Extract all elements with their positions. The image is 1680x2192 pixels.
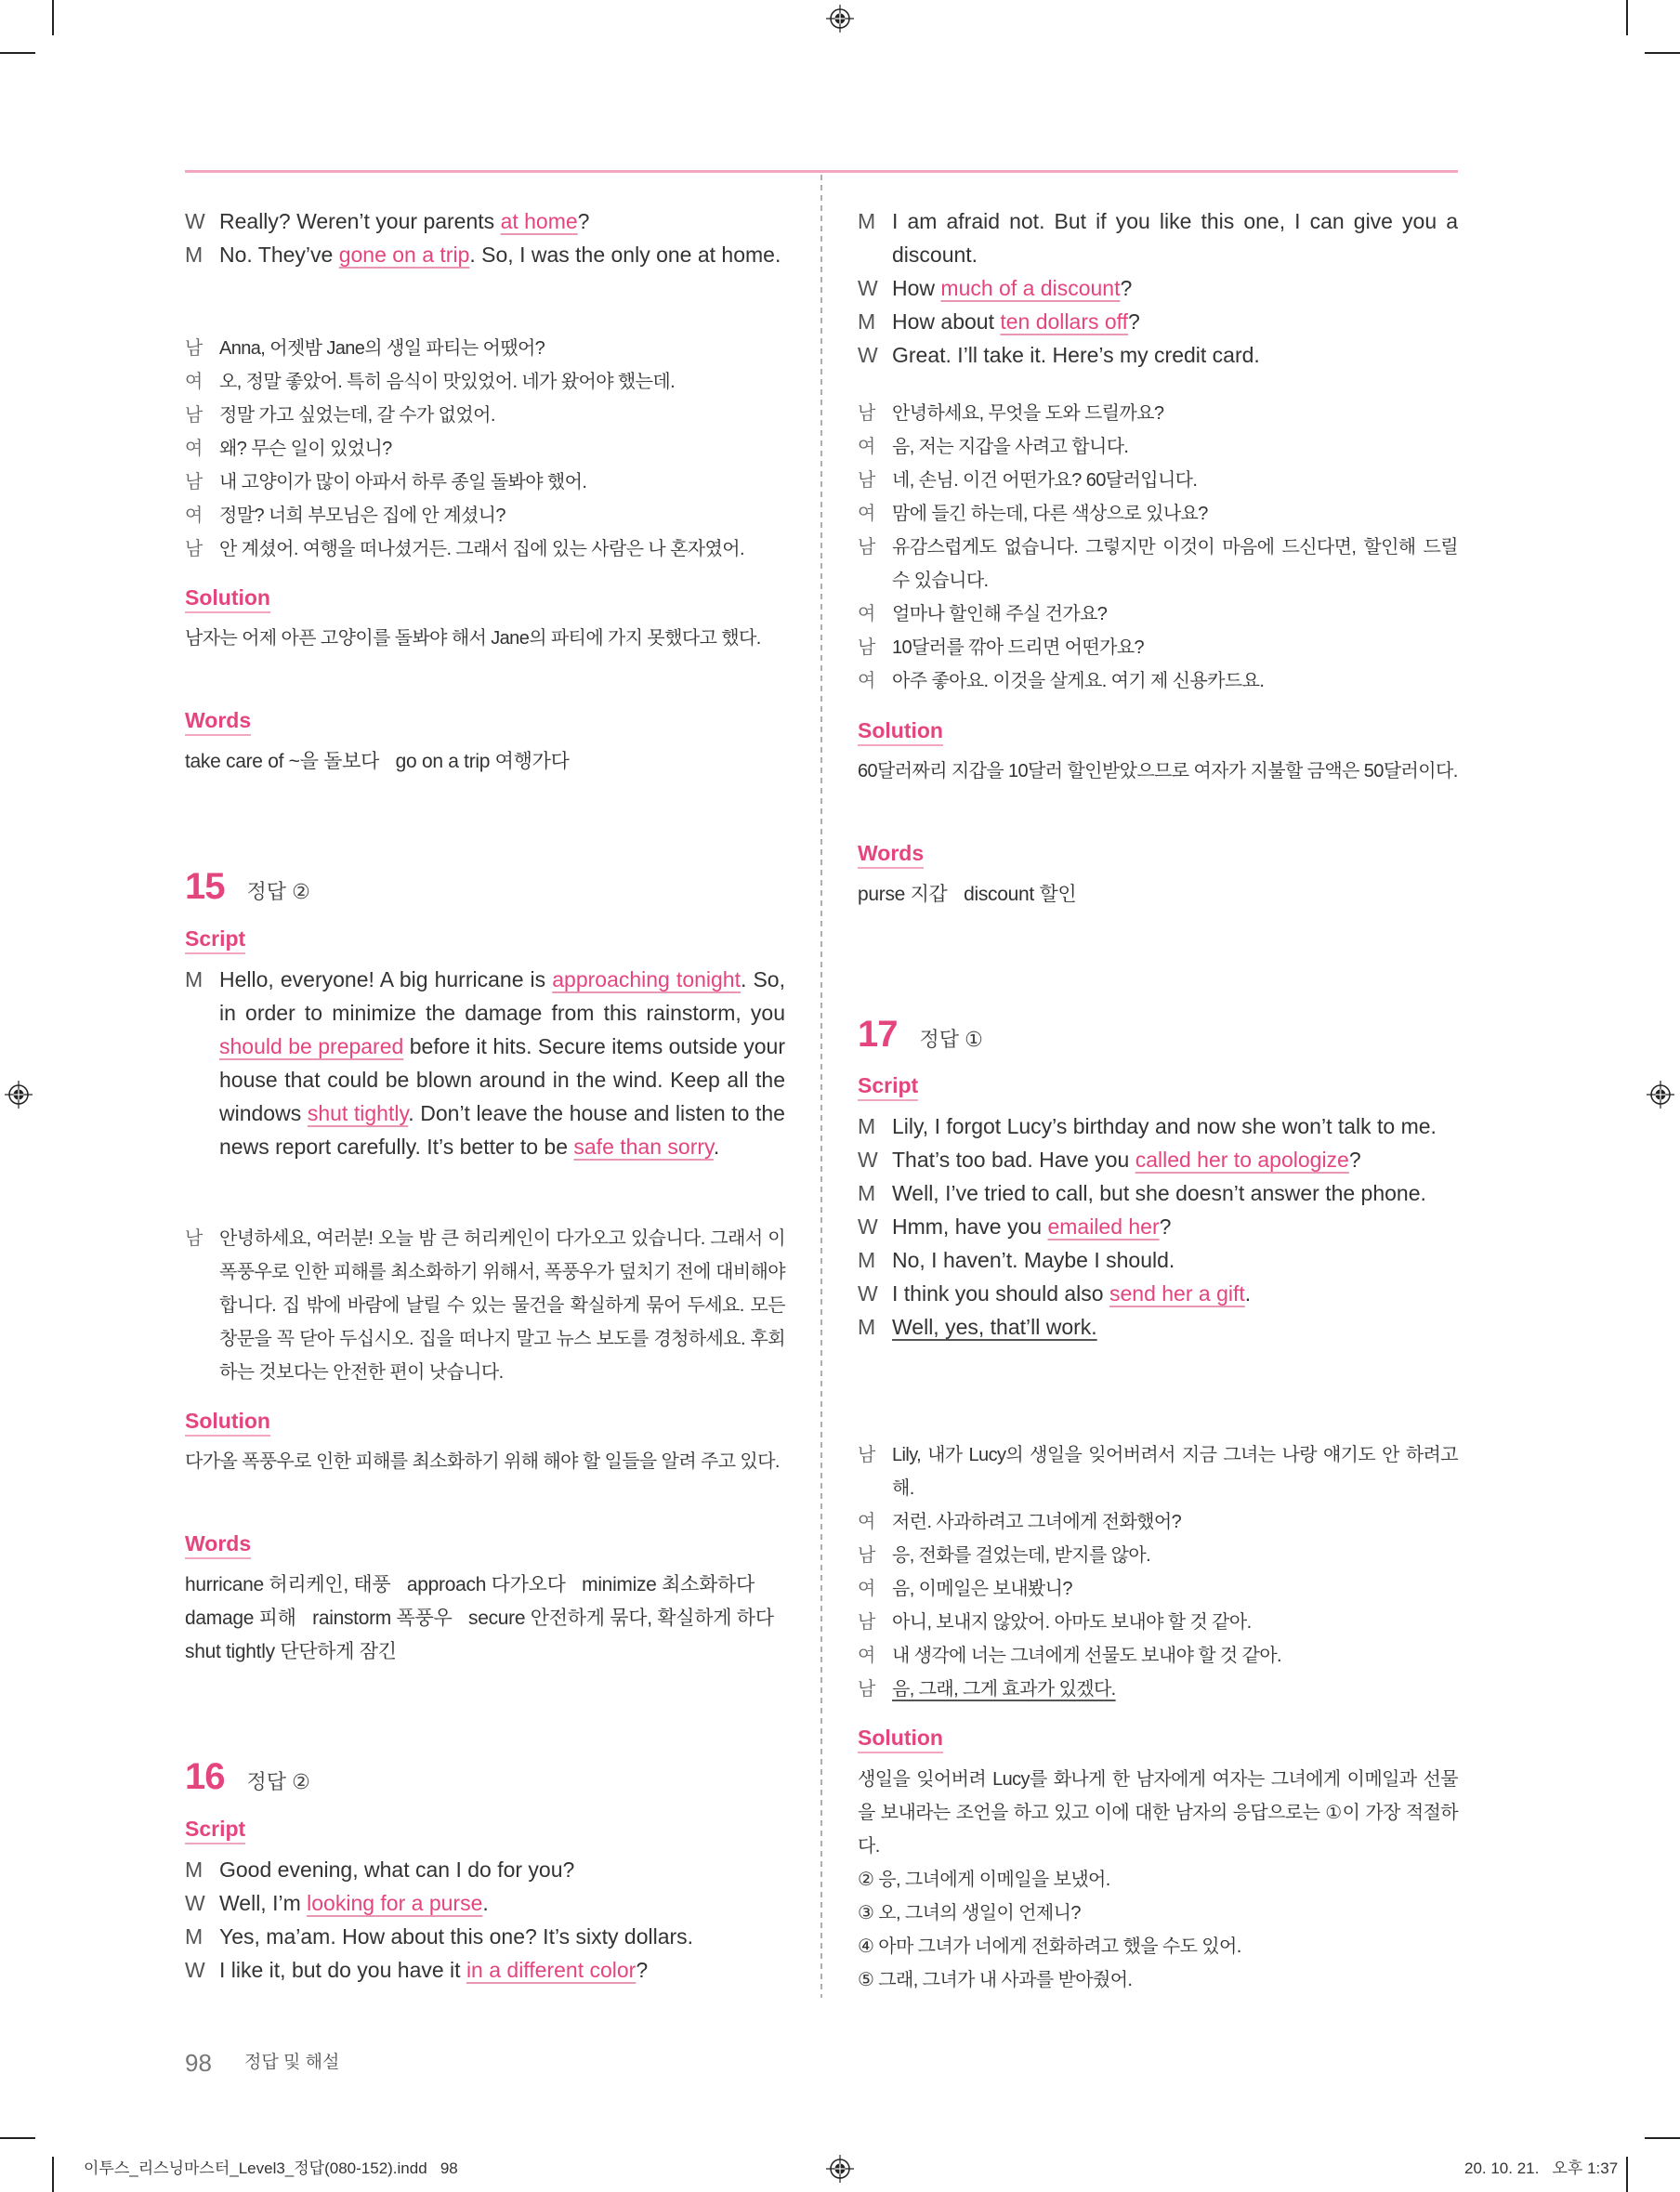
- speaker-label: W: [858, 1214, 878, 1239]
- q15-solution-heading: [185, 1408, 785, 1437]
- dialogue-line: [858, 1109, 1458, 1143]
- line-text: [219, 1958, 648, 1982]
- q17-solution-heading: [858, 1725, 1458, 1753]
- key-phrase: approaching tonight: [552, 967, 741, 991]
- text-segment: . Don’t leave the house and listen to the news report carefully. It’s better to be: [219, 1101, 785, 1159]
- speaker-label: M: [858, 1315, 876, 1339]
- text-segment: That’s too bad. Have you: [892, 1148, 1135, 1172]
- line-text: 정말? 너희 부모님은 집에 안 계셨니?: [219, 505, 505, 526]
- translation-line: [858, 631, 1458, 664]
- text-segment: ?: [577, 209, 590, 233]
- q17-choices: [858, 1863, 1458, 1997]
- line-text: [219, 1857, 574, 1882]
- text-segment: . So, in order to minimize the damage from this rainstorm, you: [219, 967, 785, 1025]
- text-segment: No. They’ve: [219, 243, 339, 267]
- text-segment: How: [892, 276, 941, 300]
- speaker-label: W: [858, 1281, 878, 1306]
- choice-line: ④ 아마 그녀가 너에게 전화하려고 했을 수도 있어.: [858, 1936, 1241, 1957]
- translation-line: [185, 466, 785, 499]
- speaker-label: 남: [858, 1445, 875, 1465]
- q16-header: [185, 1752, 785, 1801]
- line-text: [892, 276, 1132, 300]
- key-phrase: much of a discount: [940, 276, 1121, 300]
- speaker-label: 여: [858, 604, 875, 624]
- q15-script-heading: [185, 925, 785, 954]
- speaker-label: M: [858, 1181, 876, 1205]
- line-text: [892, 1148, 1361, 1172]
- q17-solution-text: 생일을 잊어버려 Lucy를 화나게 한 남자에게 여자는 그녀에게 이메일과 선물을 보내라는 조언을 하고 있고 이에 대한 남자의 응답으로는 ①이 가장 적절하다.: [858, 1769, 1458, 1857]
- q14-translation: [185, 332, 785, 566]
- line-text: [892, 343, 1260, 367]
- text-segment: Hello, everyone! A big hurricane is: [219, 967, 553, 991]
- question-number: 17: [858, 1014, 898, 1055]
- translation-line: [858, 1505, 1458, 1539]
- text-segment: Hmm, have you: [892, 1214, 1048, 1239]
- key-phrase: at home: [500, 209, 578, 233]
- q16-solution-heading: [858, 717, 1458, 746]
- dialogue-line: [858, 1243, 1458, 1277]
- section-title: 정답 및 해설: [244, 2053, 340, 2072]
- line-text: 안녕하세요, 무엇을 도와 드릴까요?: [892, 403, 1164, 424]
- translation-line: [858, 1606, 1458, 1639]
- choice-line: ② 응, 그녀에게 이메일을 보냈어.: [858, 1870, 1110, 1890]
- text-segment: How about: [892, 309, 1001, 334]
- key-phrase: should be prepared: [219, 1034, 404, 1058]
- word-entry: discount 할인: [964, 884, 1077, 905]
- translation-line: [185, 532, 785, 566]
- word-entry: secure 안전하게 묶다, 확실하게 하다: [468, 1608, 774, 1629]
- text-segment: Lily, I forgot Lucy’s birthday and now she won’t talk to me.: [892, 1114, 1437, 1138]
- line-text: 저런. 사과하려고 그녀에게 전화했어?: [892, 1512, 1182, 1532]
- speaker-label: 남: [185, 539, 203, 559]
- crop-mark: [1645, 52, 1680, 54]
- q16-words-heading: [858, 840, 1458, 869]
- speaker-label: 남: [858, 1679, 875, 1700]
- text-segment: No, I haven’t. Maybe I should.: [892, 1248, 1175, 1272]
- solution-label: Solution: [185, 1408, 270, 1437]
- question-number: 15: [185, 866, 225, 907]
- q15-words-heading: [185, 1530, 785, 1559]
- text-segment: ?: [636, 1958, 649, 1982]
- dialogue-line: [185, 1853, 785, 1886]
- speaker-label: M: [858, 1114, 876, 1138]
- speaker-label: 여: [185, 439, 203, 459]
- speaker-label: 여: [185, 505, 203, 526]
- solution-label: Solution: [858, 1725, 943, 1753]
- q17-translation: [858, 1438, 1458, 1706]
- line-text: 유감스럽게도 없습니다. 그렇지만 이것이 마음에 드신다면, 할인해 드릴 수 있습니다.: [892, 537, 1458, 591]
- dialogue-line: [185, 238, 785, 271]
- script-label: Script: [858, 1072, 918, 1101]
- answer-label: 정답 ②: [246, 880, 310, 903]
- key-phrase: shut tightly: [307, 1101, 409, 1125]
- q15-translation: [185, 1222, 785, 1389]
- dialogue-line: [858, 271, 1458, 305]
- translation-line: [858, 397, 1458, 430]
- line-text: 음, 저는 지갑을 사려고 합니다.: [892, 437, 1129, 457]
- translation-line: [185, 1222, 785, 1389]
- text-segment: .: [1244, 1281, 1252, 1306]
- registration-mark-icon: [826, 5, 854, 33]
- speaker-label: 여: [858, 1512, 875, 1532]
- line-text: 맘에 들긴 하는데, 다른 색상으로 있나요?: [892, 504, 1208, 524]
- text-segment: Well, I’ve tried to call, but she doesn’t answer the phone.: [892, 1181, 1426, 1205]
- q16-translation: [858, 397, 1458, 698]
- script-label: Script: [185, 925, 245, 954]
- text-segment: I think you should also: [892, 1281, 1109, 1306]
- header-rule: [185, 170, 1458, 173]
- translation-line: [858, 1438, 1458, 1505]
- line-text: [892, 309, 1140, 334]
- dialogue-line: [185, 1920, 785, 1953]
- text-segment: . So, I was the only one at home.: [469, 243, 781, 267]
- slug-timestamp: 20. 10. 21. 오후 1:37: [1464, 2159, 1619, 2177]
- q14-solution-heading: [185, 584, 785, 613]
- q17-solution-block: [858, 1763, 1458, 1997]
- speaker-label: 남: [858, 1545, 875, 1566]
- speaker-label: 여: [858, 1579, 875, 1599]
- crop-mark: [0, 2137, 35, 2139]
- dialogue-line: [858, 1176, 1458, 1210]
- text-segment: Great. I’ll take it. Here’s my credit card.: [892, 343, 1260, 367]
- q17-script: [858, 1109, 1458, 1344]
- translation-line: [858, 531, 1458, 597]
- answer-label: 정답 ②: [246, 1770, 310, 1793]
- answer-label: 정답 ①: [919, 1028, 983, 1051]
- text-segment: ?: [1348, 1148, 1361, 1172]
- slug-file-name: 이투스_리스닝마스터_Level3_정답(080-152).indd 98: [84, 2159, 458, 2177]
- line-text: [892, 1181, 1426, 1205]
- words-label: Words: [185, 707, 251, 736]
- speaker-label: W: [185, 1958, 205, 1982]
- registration-mark-icon: [5, 1081, 33, 1109]
- text-segment: Well, yes, that’ll work.: [892, 1315, 1097, 1339]
- line-text: [892, 1281, 1251, 1306]
- dialogue-line: [185, 963, 785, 1163]
- speaker-label: M: [185, 243, 203, 267]
- speaker-label: W: [858, 1148, 878, 1172]
- translation-line: [185, 432, 785, 466]
- crop-mark: [52, 0, 54, 35]
- line-text: Anna, 어젯밤 Jane의 생일 파티는 어땠어?: [219, 338, 545, 359]
- q14-script: [185, 204, 785, 271]
- translation-line: [858, 1539, 1458, 1572]
- dialogue-line: [185, 1886, 785, 1920]
- dialogue-line: [858, 1210, 1458, 1243]
- line-text: [219, 243, 781, 267]
- q16-script-part2: [858, 204, 1458, 372]
- translation-line: [858, 464, 1458, 497]
- solution-label: Solution: [185, 584, 270, 613]
- q14-words: [185, 745, 785, 779]
- words-label: Words: [185, 1530, 251, 1559]
- speaker-label: M: [858, 209, 876, 233]
- choice-line: ⑤ 그래, 그녀가 내 사과를 받아줬어.: [858, 1970, 1133, 1990]
- text-segment: Well, I’m: [219, 1891, 308, 1915]
- crop-mark: [52, 2157, 54, 2192]
- q15-header: [185, 862, 785, 911]
- line-text: [219, 967, 785, 1159]
- q16-script-part1: [185, 1853, 785, 1987]
- translation-line: [185, 399, 785, 432]
- key-phrase: called her to apologize: [1135, 1148, 1349, 1172]
- line-text: [892, 1214, 1171, 1239]
- translation-line: [858, 1673, 1458, 1706]
- speaker-label: M: [185, 1857, 203, 1882]
- q15-words: [185, 1569, 785, 1669]
- line-text: 안녕하세요, 여러분! 오늘 밤 큰 허리케인이 다가오고 있습니다. 그래서 이 폭풍우로 인한 피해를 최소화하기 위해서, 폭풍우가 덮치기 전에 대비해야 합니다. 집 밖에 바람에 날릴 수 있는 물건을 확실하게 묶어 두세요. 모든 창문을 꼭 닫아 두십시오. 집을 떠나지 말고 뉴스 보도를 경청하세요. 후회하는 것보다는 안전한 편이 낫습니다.: [219, 1228, 785, 1383]
- line-text: Lily, 내가 Lucy의 생일을 잊어버려서 지금 그녀는 나랑 얘기도 안 하려고 해.: [892, 1445, 1458, 1499]
- text-segment: ?: [1128, 309, 1140, 334]
- speaker-label: 남: [858, 1612, 875, 1633]
- speaker-label: M: [858, 1248, 876, 1272]
- question-number: 16: [185, 1756, 225, 1797]
- q14-solution-text: 남자는 어제 아픈 고양이를 돌봐야 해서 Jane의 파티에 가지 못했다고 했다.: [185, 628, 761, 649]
- word-entry: purse 지갑: [858, 884, 948, 905]
- speaker-label: M: [185, 1924, 203, 1949]
- text-segment: I am afraid not. But if you like this one, I can give you a discount.: [892, 209, 1458, 267]
- translation-line: [858, 497, 1458, 531]
- word-entry: approach 다가오다: [406, 1574, 566, 1595]
- q16-solution-text: 60달러짜리 지갑을 10달러 할인받았으므로 여자가 지불할 금액은 50달러이다.: [858, 761, 1458, 781]
- choice-line: ③ 오, 그녀의 생일이 언제니?: [858, 1903, 1081, 1923]
- translation-line: [858, 597, 1458, 631]
- line-text: 왜? 무슨 일이 있었니?: [219, 439, 392, 459]
- word-entry: shut tightly 단단하게 잠긴: [185, 1641, 397, 1662]
- line-text: 10달러를 깎아 드리면 어떤가요?: [892, 637, 1145, 658]
- text-segment: ?: [1120, 276, 1133, 300]
- dialogue-line: [858, 1310, 1458, 1344]
- translation-line: [858, 1572, 1458, 1606]
- dialogue-line: [858, 305, 1458, 338]
- line-text: [892, 1248, 1175, 1272]
- registration-mark-icon: [826, 2155, 854, 2183]
- speaker-label: 남: [858, 637, 875, 658]
- line-text: 안 계셨어. 여행을 떠나셨거든. 그래서 집에 있는 사람은 나 혼자였어.: [219, 539, 744, 559]
- q14-words-heading: [185, 707, 785, 736]
- registration-mark-icon: [1647, 1081, 1674, 1109]
- speaker-label: 남: [858, 537, 875, 558]
- solution-label: Solution: [858, 717, 943, 746]
- script-label: Script: [185, 1816, 245, 1844]
- speaker-label: 남: [185, 338, 203, 359]
- speaker-label: 남: [185, 405, 203, 426]
- line-text: [892, 1114, 1437, 1138]
- key-phrase: in a different color: [466, 1958, 637, 1982]
- dialogue-line: [185, 204, 785, 238]
- column-divider: [820, 175, 823, 1998]
- q17-header: [858, 1010, 1458, 1058]
- line-text: 오, 정말 좋았어. 특히 음식이 맛있었어. 네가 왔어야 했는데.: [219, 372, 676, 392]
- speaker-label: 여: [858, 1646, 875, 1666]
- line-text: 음, 이메일은 보내봤니?: [892, 1579, 1072, 1599]
- line-text: [219, 1891, 489, 1915]
- dialogue-line: [858, 338, 1458, 372]
- translation-line: [858, 1639, 1458, 1673]
- text-segment: before it hits. Secure items outside your house that could be blown around in the wind. Keep all the windows: [219, 1034, 785, 1125]
- q15-script: [185, 963, 785, 1163]
- key-phrase: safe than sorry: [573, 1135, 714, 1159]
- key-phrase: emailed her: [1047, 1214, 1160, 1239]
- line-text: 내 고양이가 많이 아파서 하루 종일 돌봐야 했어.: [219, 472, 587, 492]
- words-label: Words: [858, 840, 924, 869]
- speaker-label: 여: [858, 504, 875, 524]
- line-text: 정말 가고 싶었는데, 갈 수가 없었어.: [219, 405, 495, 426]
- speaker-label: 남: [185, 472, 203, 492]
- text-segment: Yes, ma’am. How about this one? It’s sixty dollars.: [219, 1924, 694, 1949]
- dialogue-line: [185, 1953, 785, 1987]
- text-segment: Really? Weren’t your parents: [219, 209, 501, 233]
- key-phrase: looking for a purse: [307, 1891, 483, 1915]
- speaker-label: M: [858, 309, 876, 334]
- text-segment: .: [713, 1135, 720, 1159]
- word-entry: minimize 최소화하다: [582, 1574, 755, 1595]
- line-text: 아주 좋아요. 이것을 살게요. 여기 제 신용카드요.: [892, 671, 1265, 691]
- speaker-label: W: [185, 1891, 205, 1915]
- line-text: 음, 그래, 그게 효과가 있겠다.: [892, 1679, 1116, 1700]
- speaker-label: W: [185, 209, 205, 233]
- text-segment: I like it, but do you have it: [219, 1958, 466, 1982]
- q16-words: [858, 878, 1458, 912]
- translation-line: [185, 365, 785, 399]
- dialogue-line: [858, 1143, 1458, 1176]
- translation-line: [185, 499, 785, 532]
- key-phrase: ten dollars off: [1000, 309, 1129, 334]
- line-text: [892, 1315, 1097, 1339]
- word-entry: take care of ~을 돌보다: [185, 751, 380, 772]
- text-segment: ?: [1159, 1214, 1172, 1239]
- q15-solution-text: 다가올 폭풍우로 인한 피해를 최소화하기 위해 해야 할 일들을 알려 주고 있다.: [185, 1451, 780, 1472]
- line-text: 네, 손님. 이건 어떤가요? 60달러입니다.: [892, 470, 1198, 491]
- speaker-label: 여: [185, 372, 203, 392]
- page-number: 98: [185, 2049, 212, 2077]
- word-entry: go on a trip 여행가다: [395, 751, 570, 772]
- speaker-label: 여: [858, 437, 875, 457]
- word-entry: damage 피해: [185, 1608, 296, 1629]
- line-text: 응, 전화를 걸었는데, 받지를 않아.: [892, 1545, 1151, 1566]
- text-segment: .: [482, 1891, 489, 1915]
- speaker-label: 여: [858, 671, 875, 691]
- translation-line: [858, 664, 1458, 698]
- text-segment: Good evening, what can I do for you?: [219, 1857, 575, 1882]
- translation-line: [185, 332, 785, 365]
- speaker-label: 남: [858, 403, 875, 424]
- line-text: [219, 1924, 693, 1949]
- q17-script-heading: [858, 1072, 1458, 1101]
- line-text: 얼마나 할인해 주실 건가요?: [892, 604, 1108, 624]
- q16-script-heading: [185, 1816, 785, 1844]
- speaker-label: 남: [858, 470, 875, 491]
- crop-mark: [1626, 0, 1628, 35]
- word-entry: rainstorm 폭풍우: [312, 1608, 453, 1629]
- speaker-label: W: [858, 276, 878, 300]
- key-phrase: send her a gift: [1109, 1281, 1245, 1306]
- speaker-label: W: [858, 343, 878, 367]
- line-text: 내 생각에 너는 그녀에게 선물도 보내야 할 것 같아.: [892, 1646, 1282, 1666]
- dialogue-line: [858, 1277, 1458, 1310]
- crop-mark: [1626, 2157, 1628, 2192]
- speaker-label: M: [185, 967, 203, 991]
- line-text: [219, 209, 589, 233]
- word-entry: hurricane 허리케인, 태풍: [185, 1574, 391, 1595]
- translation-line: [858, 430, 1458, 464]
- key-phrase: gone on a trip: [338, 243, 470, 267]
- crop-mark: [1645, 2137, 1680, 2139]
- line-text: [892, 209, 1458, 267]
- speaker-label: 남: [185, 1228, 203, 1249]
- line-text: 아니, 보내지 않았어. 아마도 보내야 할 것 같아.: [892, 1612, 1252, 1633]
- dialogue-line: [858, 204, 1458, 271]
- crop-mark: [0, 52, 35, 54]
